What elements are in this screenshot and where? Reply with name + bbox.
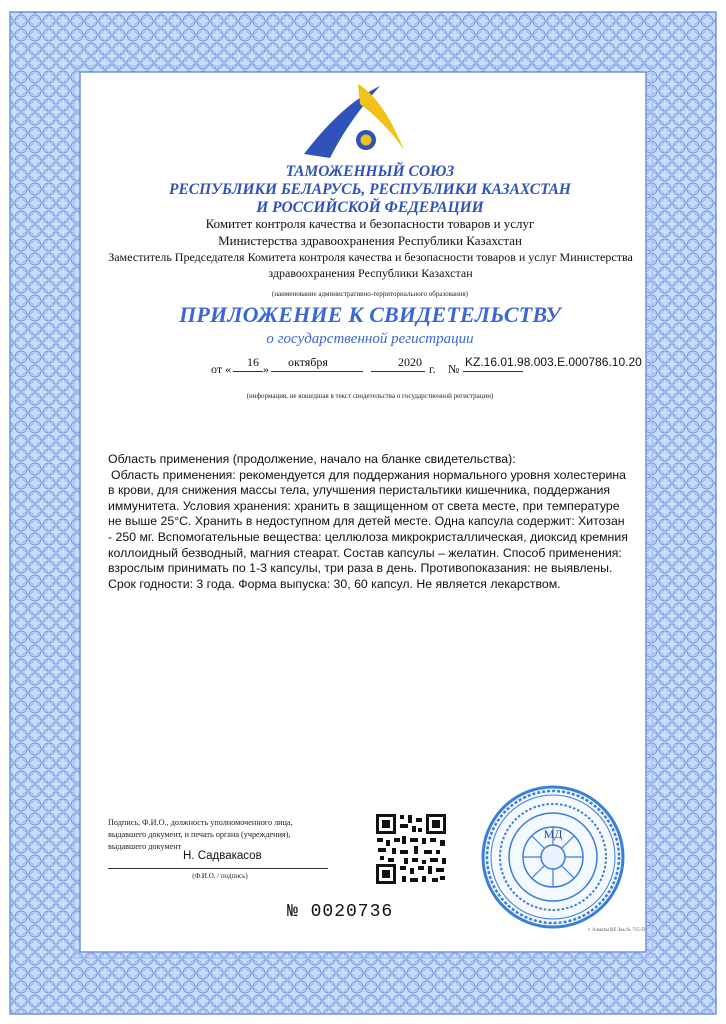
date-year-suffix: г. [429,362,436,376]
registration-number: KZ.16.01.98.003.Е.000786.10.20 [465,355,642,369]
customs-union-title [150,163,590,217]
application-body [108,452,628,592]
document-title: ПРИЛОЖЕНИЕ К СВИДЕТЕЛЬСТВУ [179,302,561,327]
admin-note: (наименование административно-территориального образования) [271,290,468,298]
deputy-line-2: здравоохранения Республики Казахстан [268,265,473,280]
body-paragraph: Область применения: рекомендуется для поддержания нормального уровня холестерина в крови, для снижения массы тела, улучшения перистальтики кишечника, поддержания иммунитета. Условия хранения: хранить в защищенном от света месте, при температуре не выше 25°С. Хранить в недоступном для детей месте. Одна капсула содержит: Хитозан - 250 мг. Вспомогательные вещества: целлюлоза микрокристаллическая, диоксид кремния коллоидный безводный, магния стеарат. Состав капсулы – желатин. Способ применения: взрослым принимать по 1-3 капсулы, три раза в день. Противопоказания: не выявлены. Срок годности: 3 года. Форма выпуска: 30, 60 капсул. Не является лекарством. [108,467,628,591]
stamp-center-text: МД [543,827,563,841]
union-line-2: РЕСПУБЛИКИ БЕЛАРУСЬ, РЕСПУБЛИКИ КАЗАХСТАН [168,181,571,198]
number-sign: № [448,362,460,376]
deputy-chairman [98,250,643,281]
date-month: октября [288,355,328,369]
info-note: (информация, не вошедшая в текст свидетельства о государственной регистрации) [246,392,494,400]
body-intro: Область применения (продолжение, начало на бланке свидетельства): [108,452,516,466]
committee-line-1: Комитет контроля качества и безопасности товаров и услуг [205,216,535,231]
date-day-close: » [263,362,269,376]
official-stamp [478,782,628,932]
signer-name: Н. Садвакасов [183,850,262,862]
union-line-3: И РОССИЙСКОЙ ФЕДЕРАЦИИ [256,199,484,216]
fio-note: (Ф.И.О. / подпись) [192,872,248,880]
date-year: 2020 [398,355,422,369]
union-line-1: ТАМОЖЕННЫЙ СОЮЗ [285,163,455,180]
date-line [195,352,655,376]
signature-caption-2: выдавшего документ, и печать органа (учреждения), [108,830,291,839]
document-subtitle: о государственной регистрации [266,331,474,347]
committee-line-2: Министерства здравоохранения Республики Казахстан [218,233,522,248]
signature-caption-1: Подпись, Ф.И.О., должность уполномоченного лица, [108,818,293,827]
signature-line [108,868,328,869]
date-prefix: от « [211,362,232,376]
signature-caption [108,817,338,853]
committee-name [110,215,630,249]
printing-info: г. Алматы ВЕ Зак.№ 715-П [588,928,645,933]
eurasian-union-emblem [300,80,410,160]
signature-caption-3: выдавшего документ [108,842,182,851]
qr-code [374,812,448,886]
date-day: 16 [247,355,259,369]
form-serial-number: № 0020736 [287,902,394,922]
deputy-line-1: Заместитель Председателя Комитета контроля качества и безопасности товаров и услуг Министерства [108,250,633,264]
